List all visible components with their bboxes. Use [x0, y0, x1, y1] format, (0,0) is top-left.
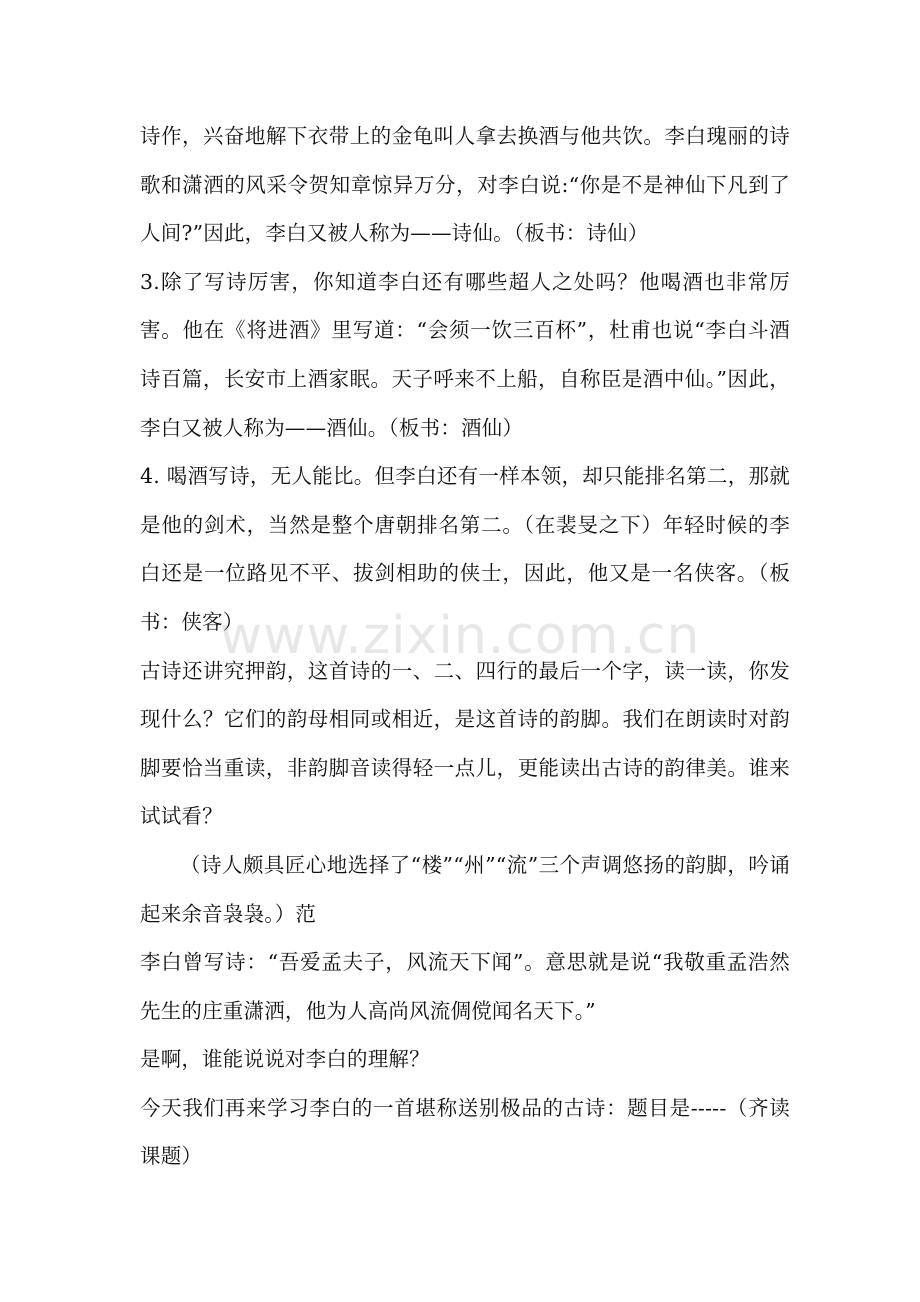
paragraph-question: 是啊，谁能说说对李白的理解？ [140, 1047, 430, 1072]
document-body [140, 112, 790, 1181]
paragraph-rhyme: 古诗还讲究押韵，这首诗的一、二、四行的最后一个字，读一读，你发现什么？它们的韵母相同或相近，是这首诗的韵脚。我们在朗读时对韵脚要恰当重读，非韵脚音读得轻一点儿，更能读出古诗的韵律美。谁来试试看？ [140, 658, 790, 829]
paragraph-meng-haoran: 李白曾写诗：“吾爱孟夫子，风流天下闻”。意思就是说“我敬重孟浩然先生的庄重潇洒，他为人高尚风流倜傥闻名天下。” [140, 950, 790, 1023]
paragraph-wine-immortal: 3.除了写诗厉害，你知道李白还有哪些超人之处吗？他喝酒也非常厉害。他在《将进酒》里写道：“会须一饮三百杯”，杜甫也说“李白斗酒诗百篇，长安市上酒家眠。天子呼来不上船，自称臣是酒中仙。”因此，李白又被人称为——酒仙。（板书：酒仙） [140, 269, 790, 440]
paragraph-lesson-title: 今天我们再来学习李白的一首堪称送别极品的古诗：题目是-----（齐读课题） [140, 1095, 790, 1169]
paragraph-poet-immortal: 诗作，兴奋地解下衣带上的金龟叫人拿去换酒与他共饮。李白瑰丽的诗歌和潇洒的风采令贺知章惊异万分，对李白说:“你是不是神仙下凡到了人间?”因此，李白又被人称为——诗仙。（板书：诗仙） [140, 124, 790, 246]
watermark: www.zixin.com.cn [219, 606, 701, 666]
paragraph-swordsman: 4. 喝酒写诗，无人能比。但李白还有一样本领，却只能排名第二，那就是他的剑术，当然是整个唐朝排名第二。（在裴旻之下）年轻时候的李白还是一位路见不平、拔剑相助的侠士，因此，他又是一名侠客。（板书：侠客） [140, 464, 790, 634]
paragraph-rhyme-note: （诗人颇具匠心地选择了“楼”“州”“流”三个声调悠扬的韵脚，吟诵起来余音袅袅。）范 [140, 852, 790, 926]
